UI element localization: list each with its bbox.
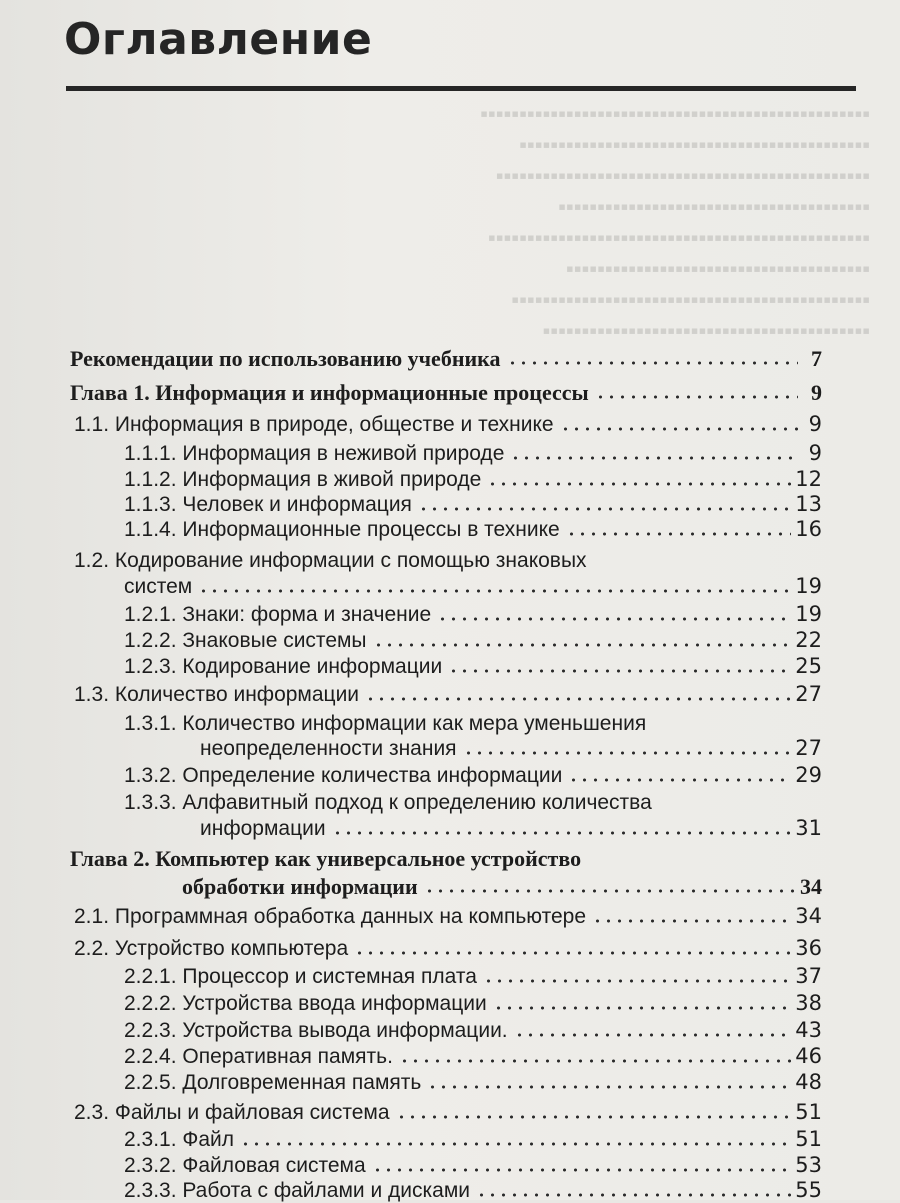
toc-entry[interactable] [124,467,822,492]
dot-leader [493,1005,792,1011]
toc-page-number: 46 [795,1044,822,1068]
toc-page-number: 19 [795,602,822,626]
dot-leader [514,1032,792,1038]
dot-leader [568,777,791,783]
toc-entry[interactable] [74,682,822,707]
toc-page-number: 22 [795,628,822,652]
toc-page-number: 9 [808,412,822,436]
toc-entry-title: 1.3. Количество информации [74,683,360,706]
toc-page-number: 9 [808,441,822,465]
toc-entry[interactable] [74,904,822,929]
toc-entry-title: информации [200,817,326,840]
toc-page-number: 25 [795,654,822,678]
toc-entry-title: 2.3.1. Файл [124,1128,235,1151]
toc-entry-title: 1.2.1. Знаки: форма и значение [124,603,432,626]
dot-leader [487,481,791,487]
toc-page-number: 16 [795,517,822,541]
toc-page-number: 51 [795,1127,822,1151]
dot-leader [365,696,791,702]
toc-entry-title: неопределенности знания [200,737,457,760]
toc-page-number: 7 [811,346,822,371]
toc-entry-title: 1.1.3. Человек и информация [124,493,412,516]
dot-leader [372,1167,792,1173]
toc-entry-title: 2.3.2. Файловая система [124,1154,366,1177]
toc-page-number: 38 [795,991,822,1015]
toc-entry[interactable] [124,492,822,517]
toc-entry[interactable] [70,346,822,371]
toc-page-number: 53 [795,1153,822,1177]
dot-leader [396,1114,792,1120]
toc-entry-title: Рекомендации по использованию учебника [70,346,501,371]
toc-entry[interactable] [124,628,822,653]
toc-entry[interactable] [124,1044,822,1069]
toc-entry-title: 2.1. Программная обработка данных на компьютере [74,905,587,928]
dot-leader [507,360,798,366]
toc-entry-title: 1.1.4. Информационные процессы в технике [124,518,560,541]
toc-page-number: 51 [795,1100,822,1124]
toc-entry[interactable] [74,412,822,437]
toc-entry-title: систем [124,575,193,598]
toc-page-number: 31 [795,816,822,840]
toc-entry-title-line1: 1.2. Кодирование информации с помощью знаковых [74,549,587,572]
dot-leader [463,750,792,756]
dot-leader [448,668,791,674]
toc-entry-title-line1: 1.3.3. Алфавитный подход к определению количества [124,791,652,814]
toc-page-number: 34 [800,874,822,899]
dot-leader [483,978,791,984]
toc-entry-title: 2.3.3. Работа с файлами и дисками [124,1179,471,1202]
toc-page-number: 12 [795,467,822,491]
dot-leader [240,1141,791,1147]
toc-page-number: 13 [795,492,822,516]
toc-entry[interactable] [124,654,822,679]
toc-page-number: 43 [795,1018,822,1042]
dot-leader [354,950,791,956]
toc-entry[interactable] [200,816,822,841]
toc-entry[interactable] [124,1178,822,1203]
dot-leader [198,588,791,594]
dot-leader [437,616,791,622]
toc-entry[interactable] [74,936,822,961]
dot-leader [399,1058,791,1064]
toc-page-number: 27 [795,682,822,706]
toc-entry-title: Глава 1. Информация и информационные процессы [70,380,589,405]
dot-leader [566,531,792,537]
toc-entry[interactable] [124,991,822,1016]
toc-page-number: 27 [795,736,822,760]
dot-leader [424,888,796,894]
toc-entry-title: 1.1. Информация в природе, обществе и технике [74,413,554,436]
dot-leader [592,918,791,924]
dot-leader [476,1192,791,1198]
toc-entry-title: 1.2.3. Кодирование информации [124,655,443,678]
toc-entry-title: 2.2.1. Процессор и системная плата [124,965,477,988]
toc-entry[interactable] [124,1153,822,1178]
toc-page-number: 48 [795,1070,822,1094]
toc-entry-title: 2.2.2. Устройства ввода информации [124,992,487,1015]
toc-entry-title: 2.2.4. Оперативная память. [124,1045,393,1068]
dot-leader [427,1084,791,1090]
toc-entry-title: 1.1.2. Информация в живой природе [124,468,482,491]
page-heading: Оглавление [64,14,373,65]
toc-entry-title-line1: Глава 2. Компьютер как универсальное устройство [70,846,582,871]
toc-entry-title: 2.2.3. Устройства вывода информации. [124,1019,508,1042]
toc-entry[interactable] [74,1100,822,1125]
toc-entry-title: 1.3.2. Определение количества информации [124,764,563,787]
toc-page-number: 55 [795,1178,822,1202]
toc-entry[interactable] [124,763,822,788]
toc-page-number: 34 [795,904,822,928]
toc-page-number: 19 [795,574,822,598]
toc-entry[interactable] [124,1070,822,1095]
dot-leader [332,830,792,836]
toc-entry[interactable] [124,1127,822,1152]
dot-leader [418,506,791,512]
toc-entry[interactable] [70,380,822,405]
toc-entry[interactable] [124,441,822,466]
toc-entry-title: 1.2.2. Знаковые системы [124,629,367,652]
toc-entry-title: обработки информации [182,874,418,899]
toc-entry[interactable] [124,1018,822,1043]
dot-leader [373,642,792,648]
toc-entry-title: 2.2. Устройство компьютера [74,937,349,960]
toc-entry[interactable] [200,736,822,761]
toc-page-number: 9 [811,380,822,405]
toc-entry-title: 2.2.5. Долговременная память [124,1071,422,1094]
toc-page-number: 36 [795,936,822,960]
dot-leader [595,394,798,400]
dot-leader [560,426,798,432]
toc-page-number: 29 [795,763,822,787]
toc-entry[interactable] [124,517,822,542]
toc-page-number: 37 [795,964,822,988]
bleed-through-text: ▪▪▪▪▪▪▪▪▪▪▪▪▪▪▪▪▪▪▪▪▪▪▪▪▪▪▪▪▪▪▪▪▪▪▪▪▪▪▪▪▪▪▪▪▪▪▪▪▪▪ ▪▪▪▪▪▪▪▪▪▪▪▪▪▪▪▪▪▪▪▪▪▪▪▪▪▪▪▪▪▪▪▪▪▪▪▪▪▪▪▪▪▪▪▪▪ ▪▪▪▪▪▪▪▪▪▪▪▪▪▪▪▪▪▪▪▪▪▪▪▪▪▪▪▪▪▪▪▪▪▪▪▪▪▪▪▪▪▪▪▪▪▪▪▪ ▪▪▪▪▪▪▪▪▪▪▪▪▪▪▪▪▪▪▪▪▪▪▪▪▪▪▪▪▪▪▪▪▪▪▪▪▪▪▪▪ ▪▪▪▪▪▪▪▪▪▪▪▪▪▪▪▪▪▪▪▪▪▪▪▪▪▪▪▪▪▪▪▪▪▪▪▪▪▪▪▪▪▪▪▪▪▪▪▪▪ ▪▪▪▪▪▪▪▪▪▪▪▪▪▪▪▪▪▪▪▪▪▪▪▪▪▪▪▪▪▪▪▪▪▪▪▪▪▪▪ ▪▪▪▪▪▪▪▪▪▪▪▪▪▪▪▪▪▪▪▪▪▪▪▪▪▪▪▪▪▪▪▪▪▪▪▪▪▪▪▪▪▪▪▪▪▪ ▪▪▪▪▪▪▪▪▪▪▪▪▪▪▪▪▪▪▪▪▪▪▪▪▪▪▪▪▪▪▪▪▪▪▪▪▪▪▪▪▪▪ [480,101,870,343]
toc-entry[interactable] [182,874,822,899]
toc-entry-title-line1: 1.3.1. Количество информации как мера уменьшения [124,712,647,735]
toc-entry[interactable] [124,602,822,627]
toc-entry-title: 2.3. Файлы и файловая система [74,1101,390,1124]
toc-entry[interactable] [124,964,822,989]
toc-entry[interactable] [124,574,822,599]
dot-leader [510,455,798,461]
toc-entry-title: 1.1.1. Информация в неживой природе [124,442,505,465]
